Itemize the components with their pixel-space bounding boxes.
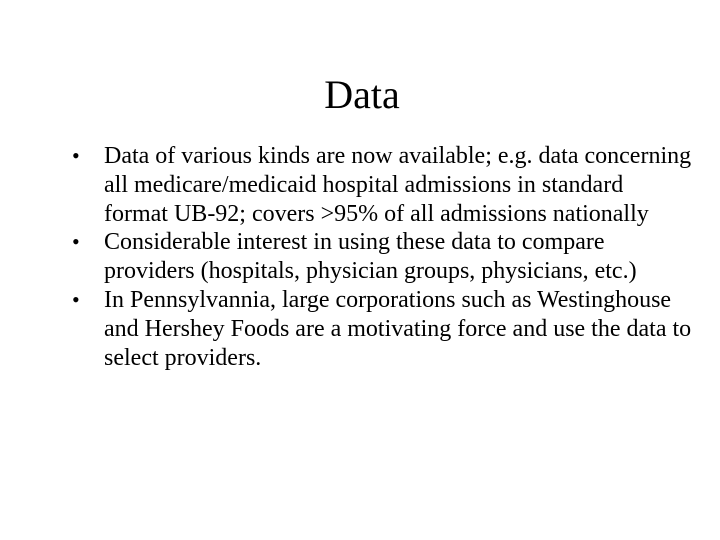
bullet-item-3 <box>72 286 692 372</box>
bullet-text: In Pennsylvannia, large corporations such as Westinghouse and Hershey Foods are a motivating force and use the data to select providers. <box>104 286 692 371</box>
bullet-icon: • <box>72 143 80 168</box>
bullet-text: Data of various kinds are now available; e.g. data concerning all medicare/medicaid hospital admissions in standard format UB-92; covers >95% of all admissions nationally <box>104 143 692 227</box>
bullet-icon: • <box>72 229 80 255</box>
bullet-list <box>72 142 692 372</box>
bullet-icon: • <box>72 286 80 312</box>
bullet-item-2 <box>72 228 692 286</box>
bullet-text: Considerable interest in using these data to compare providers (hospitals, physician groups, physicians, etc.) <box>104 229 637 285</box>
slide-title: Data <box>324 72 400 117</box>
bullet-item-1 <box>72 142 692 228</box>
